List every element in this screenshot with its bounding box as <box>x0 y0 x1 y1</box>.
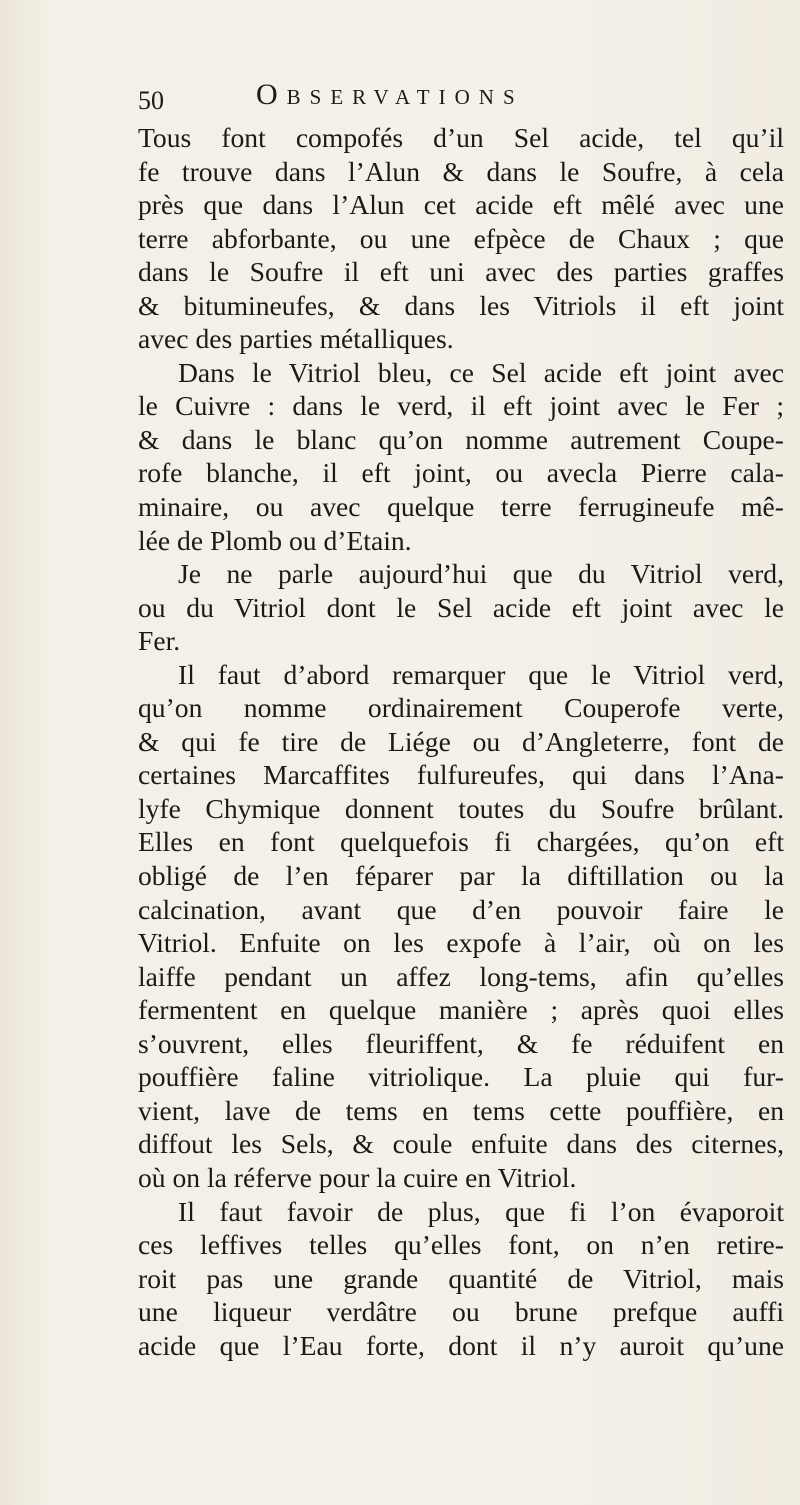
text-line: dans le Soufre il eft uni avec des parties graffes <box>138 256 784 288</box>
text-line: vient, lave de tems en tems cette pouffière, en <box>138 1094 784 1126</box>
text-line: où on la réferve pour la cuire en Vitriol. <box>138 1161 577 1193</box>
text-line: calcination, avant que d’en pouvoir faire le <box>138 893 784 925</box>
text-line: ou du Vitriol dont le Sel acide eft joint avec le <box>138 591 784 623</box>
page-header <box>138 78 778 118</box>
text-line: acide que l’Eau forte, dont il n’y auroit qu’une <box>138 1329 784 1361</box>
text-line: Je ne parle aujourd’hui que du Vitriol verd, <box>178 558 784 590</box>
text-line: & bitumineufes, & dans les Vitriols il eft joint <box>138 289 784 321</box>
text-line: Vitriol. Enfuite on les expofe à l’air, où on les <box>138 927 784 959</box>
text-line: certaines Marcaffites fulfureufes, qui dans l’Ana- <box>138 759 784 791</box>
text-line: obligé de l’en féparer par la diftillation ou la <box>138 860 784 892</box>
text-line: diffout les Sels, & coule enfuite dans des citernes, <box>138 1128 784 1160</box>
text-line: fe trouve dans l’Alun & dans le Soufre, à cela <box>138 155 784 187</box>
text-line: lyfe Chymique donnent toutes du Soufre brûlant. <box>138 792 784 824</box>
text-line: le Cuivre : dans le verd, il eft joint avec le Fer ; <box>138 390 784 422</box>
text-line: laiffe pendant un affez long-tems, afin qu’elles <box>138 960 784 992</box>
text-line: terre abforbante, ou une efpèce de Chaux ; que <box>138 222 784 254</box>
text-line: Il faut favoir de plus, que fi l’on évaporoit <box>178 1195 784 1227</box>
text-line: s’ouvrent, elles fleuriffent, & fe réduifent en <box>138 1027 784 1059</box>
text-line: Dans le Vitriol bleu, ce Sel acide eft joint avec <box>178 356 784 388</box>
text-line: près que dans l’Alun cet acide eft mêlé avec une <box>138 189 784 221</box>
text-line: ces leffives telles qu’elles font, on n’en retire- <box>138 1229 784 1261</box>
text-line: lée de Plomb ou d’Etain. <box>138 524 412 556</box>
text-line: avec des parties métalliques. <box>138 323 454 355</box>
text-line: pouffière faline vitriolique. La pluie qui fur- <box>138 1061 784 1093</box>
text-line: rofe blanche, il eft joint, ou avecla Pierre cala- <box>138 457 784 489</box>
body-text <box>138 121 784 1362</box>
text-line: fermentent en quelque manière ; après quoi elles <box>138 994 784 1026</box>
text-line: & dans le blanc qu’on nomme autrement Coupe- <box>138 423 784 455</box>
text-line: Fer. <box>138 625 181 657</box>
text-line: Elles en font quelquefois fi chargées, qu’on eft <box>138 826 784 858</box>
text-line: roit pas une grande quantité de Vitriol, mais <box>138 1262 784 1294</box>
text-line: Tous font compofés d’un Sel acide, tel qu’il <box>138 122 784 153</box>
text-line: Il faut d’abord remarquer que le Vitriol verd, <box>178 658 784 690</box>
text-line: qu’on nomme ordinairement Couperofe verte, <box>138 692 784 724</box>
text-line: minaire, ou avec quelque terre ferrugineufe mê- <box>138 491 784 523</box>
text-line: & qui fe tire de Liége ou d’Angleterre, font de <box>138 725 784 757</box>
text-line: une liqueur verdâtre ou brune prefque auffi <box>138 1296 784 1328</box>
running-title: Observations <box>256 78 524 111</box>
page-number: 50 <box>138 86 164 115</box>
